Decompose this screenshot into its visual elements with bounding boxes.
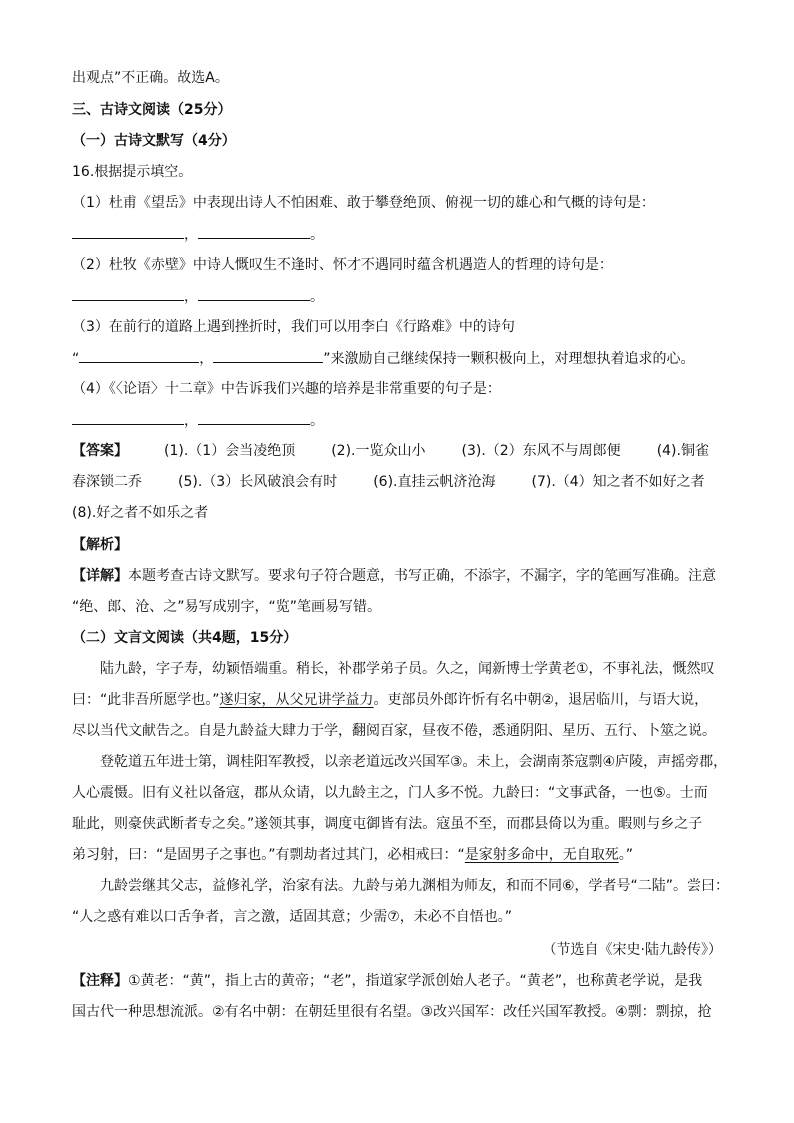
- passage-line: 九龄尝继其父志，益修礼学，治家有法。九龄与弟九渊相为师友，和而不同⑥，学者号“二陆”。尝曰：: [100, 878, 730, 894]
- passage-line: 弟习射，曰：“是固男子之事也。”有剽劫者过其门，必相戒曰：“是家射多命中，无自取死。”: [72, 847, 634, 863]
- passage-line: 人心震慑。旧有义社以备寇，郡从众请，以九龄主之，门人多不悦。九龄曰：“文事武备，一也⑤。士而: [72, 785, 708, 801]
- blank-line[interactable]: [198, 224, 310, 239]
- notes-label: 【注释】: [72, 973, 128, 989]
- previous-answer-tail: 出观点”不正确。故选A。: [72, 70, 229, 86]
- answer-8: (8).好之者不如乐之者: [72, 505, 209, 521]
- subsection-heading: （一）古诗文默写（4分）: [72, 133, 236, 149]
- answer-4: (4).铜雀: [656, 443, 709, 459]
- underlined-sentence: 是家射多命中，无自取死: [464, 847, 619, 863]
- answer-3: (3).（2）东风不与周郎便: [461, 443, 621, 459]
- answer-blanks-4: ， 。: [72, 410, 324, 431]
- answer-5: (5).（3）长风破浪会有时: [178, 474, 338, 490]
- analysis-detail-2: “绝、郎、沧、之”易写成别字，“览”笔画易写错。: [72, 599, 382, 615]
- section-heading: 三、古诗文阅读（25分）: [72, 102, 232, 118]
- question-item-4: （4）《〈论语〉十二章》中告诉我们兴趣的培养是非常重要的句子是：: [72, 381, 501, 397]
- passage-source: （节选自《宋史·陆九龄传》）: [542, 942, 722, 958]
- blank-line[interactable]: [72, 410, 184, 425]
- analysis-label: 【解析】: [72, 537, 128, 553]
- notes-line-1: 【注释】①黄老：“黄”，指上古的黄帝；“老”，指道家学派创始人老子。“黄老”，也称黄老学说，是我: [72, 973, 703, 989]
- detail-label: 【详解】: [72, 568, 128, 584]
- question-item-1: （1）杜甫《望岳》中表现出诗人不怕困难、敢于攀登绝顶、俯视一切的雄心和气概的诗句是：: [72, 195, 655, 211]
- blank-line[interactable]: [79, 348, 199, 363]
- blank-line[interactable]: [72, 224, 184, 239]
- answer-7: (7).（4）知之者不如好之者: [531, 474, 705, 490]
- answer-blanks-1: ， 。: [72, 224, 324, 245]
- blank-line[interactable]: [198, 286, 310, 301]
- underlined-sentence: 遂归家，从父兄讲学益力: [219, 692, 374, 708]
- notes-line-2: 国古代一种思想流派。②有名中朝：在朝廷里很有名望。③改兴国军：改任兴国军教授。④剽：剽掠，抢: [72, 1004, 712, 1020]
- passage-line: 陆九龄，字子寿，幼颖悟端重。稍长，补郡学弟子员。久之，闻新博士学黄老①，不事礼法，慨然叹: [100, 661, 715, 677]
- answer-4-cont: 春深锁二乔: [72, 474, 142, 490]
- passage-line: 登乾道五年进士第，调桂阳军教授，以亲老道远改兴国军③。未上，会湖南茶寇剽④庐陵，声摇旁郡，: [100, 754, 728, 770]
- answer-6: (6).直挂云帆济沧海: [373, 474, 496, 490]
- answer-label: 【答案】: [72, 443, 128, 459]
- answer-row-2: [72, 472, 705, 492]
- passage-line: 曰：“此非吾所愿学也。”遂归家，从父兄讲学益力。吏部员外郎许忻有名中朝②，退居临川，与语大说，: [72, 692, 709, 708]
- answer-blanks-2: ， 。: [72, 286, 324, 307]
- blank-line[interactable]: [198, 410, 310, 425]
- question-16-stem: 16.根据提示填空。: [72, 164, 193, 180]
- subsection-heading-2: （二）文言文阅读（共4题，15分）: [72, 630, 298, 646]
- passage-line: 耻此，则豪侠武断者专之矣。”遂领其事，调度屯御皆有法。寇虽不至，而郡县倚以为重。暇则与乡之子: [72, 816, 703, 832]
- answer-blanks-3: “ ， ”来激励自己继续保持一颗积极向上，对理想执着追求的心。: [72, 348, 695, 369]
- question-item-2: （2）杜牧《赤壁》中诗人慨叹生不逢时、怀才不遇同时蕴含机遇造人的哲理的诗句是：: [72, 257, 613, 273]
- question-item-3: （3）在前行的道路上遇到挫折时，我们可以用李白《行路难》中的诗句: [72, 319, 515, 335]
- passage-line: “人之惑有难以口舌争者，言之激，适固其意；少需⑦，未必不自悟也。”: [72, 909, 513, 925]
- blank-line[interactable]: [72, 286, 184, 301]
- answer-1: (1).（1）会当凌绝顶: [164, 443, 296, 459]
- analysis-detail-1: 【详解】本题考查古诗文默写。要求句子符合题意，书写正确，不添字，不漏字，字的笔画写准确。注意: [72, 568, 716, 584]
- answer-2: (2).一览众山小: [331, 443, 426, 459]
- blank-line[interactable]: [213, 348, 323, 363]
- answer-row-1: [72, 441, 709, 461]
- passage-line: 尽以当代文献告之。自是九龄益大肆力于学，翻阅百家，昼夜不倦，悉通阴阳、星历、五行、卜筮之说。: [72, 723, 716, 739]
